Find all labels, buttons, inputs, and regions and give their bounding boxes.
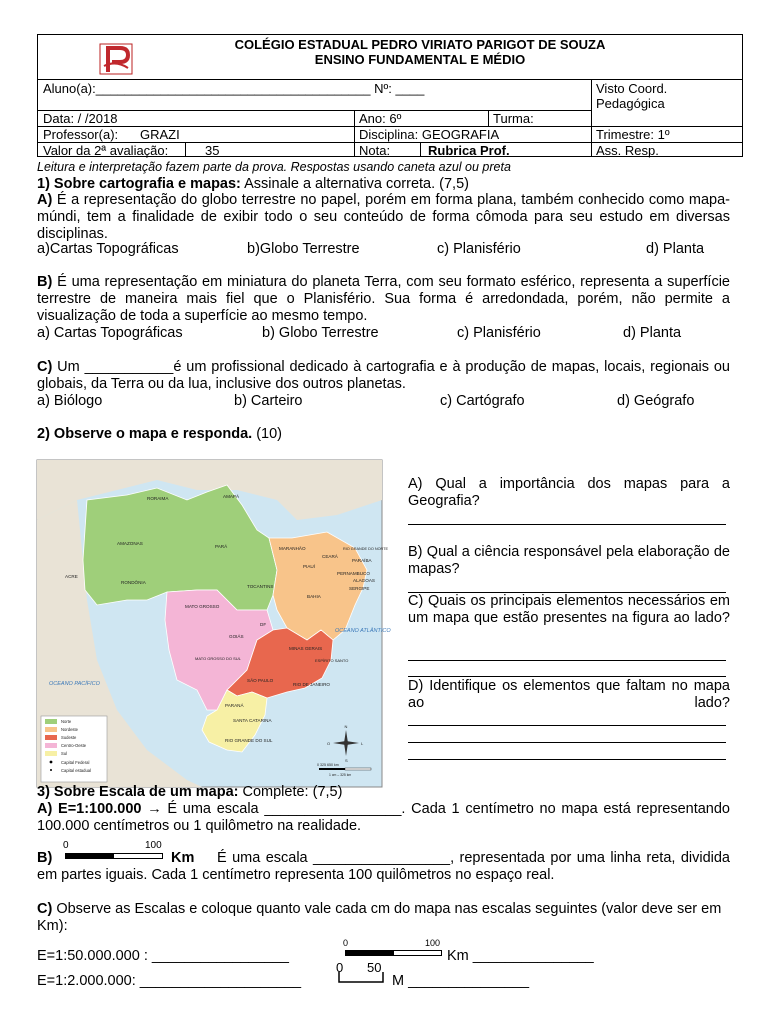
answer-line[interactable] xyxy=(408,524,726,525)
state-label: PARAÍBA xyxy=(352,558,372,563)
map-legend xyxy=(41,716,107,782)
legend-item: Centro-Oeste xyxy=(61,743,87,748)
scale2-bar xyxy=(338,970,388,984)
q3a-body: → É uma escala _________________. Cada 1 centímetro no mapa está representando 100.000 centímetros ou 1 quilômetro na realidade. xyxy=(37,801,730,834)
bar-zero: 0 xyxy=(63,840,69,851)
state-label: RIO GRANDE DO SUL xyxy=(225,738,273,743)
subject-field: Disciplina: GEOGRAFIA xyxy=(359,127,500,142)
q3a-label: A) xyxy=(37,801,53,817)
col-divider xyxy=(354,110,355,157)
teacher-label: Professor(a): xyxy=(43,127,119,142)
state-label: AMAPÁ xyxy=(223,494,240,499)
date-field[interactable]: Data: / /2018 xyxy=(43,111,118,126)
q3-subtitle: Complete: (7,5) xyxy=(238,784,343,800)
col-divider xyxy=(591,79,592,157)
q3c-body: Observe as Escalas e coloque quanto vale cada cm do mapa nas escalas seguintes (valor deve ser em Km): xyxy=(37,901,722,934)
q2-subtitle: (10) xyxy=(252,426,282,442)
value-label: Valor da 2ª avaliação: xyxy=(43,143,169,158)
answer-line[interactable] xyxy=(408,759,726,760)
brazil-regions-map xyxy=(37,460,391,787)
q1c-label: C) xyxy=(37,359,53,375)
legend-item: Norte xyxy=(61,719,72,724)
col-divider xyxy=(488,110,489,126)
q1c-body: Um ___________é um profissional dedicado à cartografia e à produção de mapas, locais, regionais ou globais, da Terra ou da lua, inclusive dos outros planetas. xyxy=(37,359,730,392)
q1b-label: B) xyxy=(37,274,53,290)
option[interactable]: a) Biólogo xyxy=(37,393,103,409)
ocean-label: OCEANO PACÍFICO xyxy=(49,681,100,687)
q2-title: 2) Observe o mapa e responda. xyxy=(37,426,253,442)
state-label: MATO GROSSO DO SUL xyxy=(195,656,241,661)
scale-e2[interactable]: E=1:2.000.000: ____________________ xyxy=(37,973,302,989)
school-name: COLÉGIO ESTADUAL PEDRO VIRIATO PARIGOT DE SOUZA xyxy=(234,37,606,52)
scale1-hundred: 100 xyxy=(425,938,441,948)
state-label: PARÁ xyxy=(215,544,228,549)
option[interactable]: a)Cartas Topográficas xyxy=(37,241,179,257)
svg-text:1 cm – 325 km: 1 cm – 325 km xyxy=(329,773,352,777)
school-level: ENSINO FUNDAMENTAL E MÉDIO xyxy=(314,52,526,67)
legend-item: Capital Federal xyxy=(61,760,90,765)
q3-title: 3) Sobre Escala de um mapa: xyxy=(37,784,239,800)
student-name-field[interactable]: Aluno(a):______________________________________ Nº: ____ xyxy=(43,81,425,96)
scale2-answer[interactable]: M _______________ xyxy=(392,973,530,989)
answer-line[interactable] xyxy=(408,725,726,726)
state-label: CEARÁ xyxy=(322,554,338,559)
class-field[interactable]: Turma: xyxy=(493,111,534,126)
state-label: BAHIA xyxy=(307,594,321,599)
q1a-label: A) xyxy=(37,192,53,208)
q3b-label: B) xyxy=(37,850,53,866)
option[interactable]: d) Planta xyxy=(623,325,682,341)
pedagogica-label: Pedagógica xyxy=(596,96,665,111)
value-number: 35 xyxy=(205,143,220,158)
q1b-body: É uma representação em miniatura do planeta Terra, com seu formato esférico, representa a superfície terrestre de maneira mais fiel que o Planisfério. Sua forma é arredondada, porém, não permite a visualização de toda a superfície ao mesmo tempo. xyxy=(37,274,730,324)
state-label: RONDÔNIA xyxy=(121,580,146,585)
option[interactable]: c) Cartógrafo xyxy=(440,393,525,409)
state-label: SERGIPE xyxy=(349,586,370,591)
school-logo-icon xyxy=(98,42,134,76)
col-divider xyxy=(420,142,421,157)
year-field: Ano: 6º xyxy=(359,111,402,126)
teacher-signature-label: Rubrica Prof. xyxy=(428,143,510,158)
option[interactable]: b)Globo Terrestre xyxy=(247,241,360,257)
bar-hundred: 100 xyxy=(145,840,162,851)
q1a-text xyxy=(37,192,730,243)
svg-text:O: O xyxy=(327,741,331,746)
q3-heading xyxy=(37,784,342,801)
q1b-text xyxy=(37,274,730,325)
option[interactable]: c) Planisfério xyxy=(457,325,541,341)
teacher-name: GRAZI xyxy=(140,127,180,142)
state-label: RORAIMA xyxy=(147,496,169,501)
option[interactable]: b) Globo Terrestre xyxy=(262,325,379,341)
answer-line[interactable] xyxy=(408,676,726,677)
option[interactable]: a) Cartas Topográficas xyxy=(37,325,183,341)
svg-text:S: S xyxy=(345,758,348,763)
q1-title: 1) Sobre cartografia e mapas: xyxy=(37,176,241,192)
option[interactable]: d) Geógrafo xyxy=(617,393,695,409)
visto-label: Visto Coord. xyxy=(596,81,668,96)
ocean-label: OCEANO ATLÂNTICO xyxy=(335,628,391,634)
state-label: DF xyxy=(260,622,267,627)
scale-e1[interactable]: E=1:50.000.000 : _________________ xyxy=(37,948,289,964)
svg-text:N: N xyxy=(344,724,348,729)
state-label: ALAGOAS xyxy=(353,578,375,583)
option[interactable]: c) Planisfério xyxy=(437,241,521,257)
q2c-text: C) Quais os principais elementos necessários em um mapa que estão presentes na figura ao lado? xyxy=(408,593,730,626)
state-label: PARANÁ xyxy=(225,703,244,708)
state-label: ACRE xyxy=(65,574,78,579)
scale1-bar xyxy=(345,950,442,956)
state-label: ESPÍRITO SANTO xyxy=(315,658,349,663)
answer-line[interactable] xyxy=(408,742,726,743)
q2a-text: A) Qual a importância dos mapas para a Geografia? xyxy=(408,476,730,509)
scale1-zero: 0 xyxy=(343,938,349,948)
col-divider xyxy=(185,142,186,157)
state-label: MARANHÃO xyxy=(279,546,306,551)
state-label: TOCANTINS xyxy=(247,584,274,589)
row-divider xyxy=(37,79,743,80)
state-label: RIO DE JANEIRO xyxy=(293,682,331,687)
state-label: PERNAMBUCO xyxy=(337,571,370,576)
answer-line[interactable] xyxy=(408,660,726,661)
legend-item: Sudeste xyxy=(61,735,77,740)
option[interactable]: d) Planta xyxy=(646,241,705,257)
q1a-body: É a representação do globo terrestre no papel, porém em forma plana, também conhecido como mapa-múndi, tem a finalidade de exibir todo o seu conteúdo de forma cômoda para seu estudo em diversas disciplinas. xyxy=(37,192,730,242)
scale1-answer[interactable]: Km _______________ xyxy=(447,948,594,964)
q3b-km: Km xyxy=(171,850,195,866)
instructions: Leitura e interpretação fazem parte da prova. Respostas usando caneta azul ou preta xyxy=(37,160,511,174)
legend-item: Capital estadual xyxy=(61,768,92,773)
scale2-fifty: 50 xyxy=(367,960,382,975)
state-label: SÃO PAULO xyxy=(247,678,274,683)
q3c-text xyxy=(37,901,730,935)
svg-text:0 325 650 km: 0 325 650 km xyxy=(317,763,339,767)
state-label: MATO GROSSO xyxy=(185,604,220,609)
q2b-text: B) Qual a ciência responsável pela elaboração de mapas? xyxy=(408,544,730,577)
guardian-signature-label: Ass. Resp. xyxy=(596,143,659,158)
state-label: PIAUÍ xyxy=(303,564,315,569)
q2-heading xyxy=(37,426,282,443)
grade-field[interactable]: Nota: xyxy=(359,143,391,158)
q1c-text xyxy=(37,359,730,393)
q1-heading xyxy=(37,176,469,193)
state-label: GOIÁS xyxy=(229,634,244,639)
svg-text:L: L xyxy=(361,741,364,746)
q3a-text xyxy=(37,801,730,835)
q2d-text: D) Identifique os elementos que faltam no mapa ao lado? xyxy=(408,678,730,711)
scale2-zero: 0 xyxy=(336,960,344,975)
state-label: RIO GRANDE DO NORTE xyxy=(343,547,389,551)
option[interactable]: b) Carteiro xyxy=(234,393,303,409)
q3b-text: É uma escala _________________, representada por uma linha reta, dividida em partes iguais. Cada 1 centímetro representa 100 quilômetros no espaço real. xyxy=(37,850,730,883)
state-label: MINAS GERAIS xyxy=(289,646,323,651)
legend-item: Sul xyxy=(61,751,68,756)
q1-subtitle: Assinale a alternativa correta. (7,5) xyxy=(240,176,469,192)
q3c-label: C) xyxy=(37,901,53,917)
q3a-scale: E=1:100.000 xyxy=(52,801,142,817)
state-label: AMAZONAS xyxy=(117,541,143,546)
trimester-field: Trimestre: 1º xyxy=(596,127,670,142)
legend-item: Nordeste xyxy=(61,727,78,732)
state-label: SANTA CATARINA xyxy=(233,718,272,723)
